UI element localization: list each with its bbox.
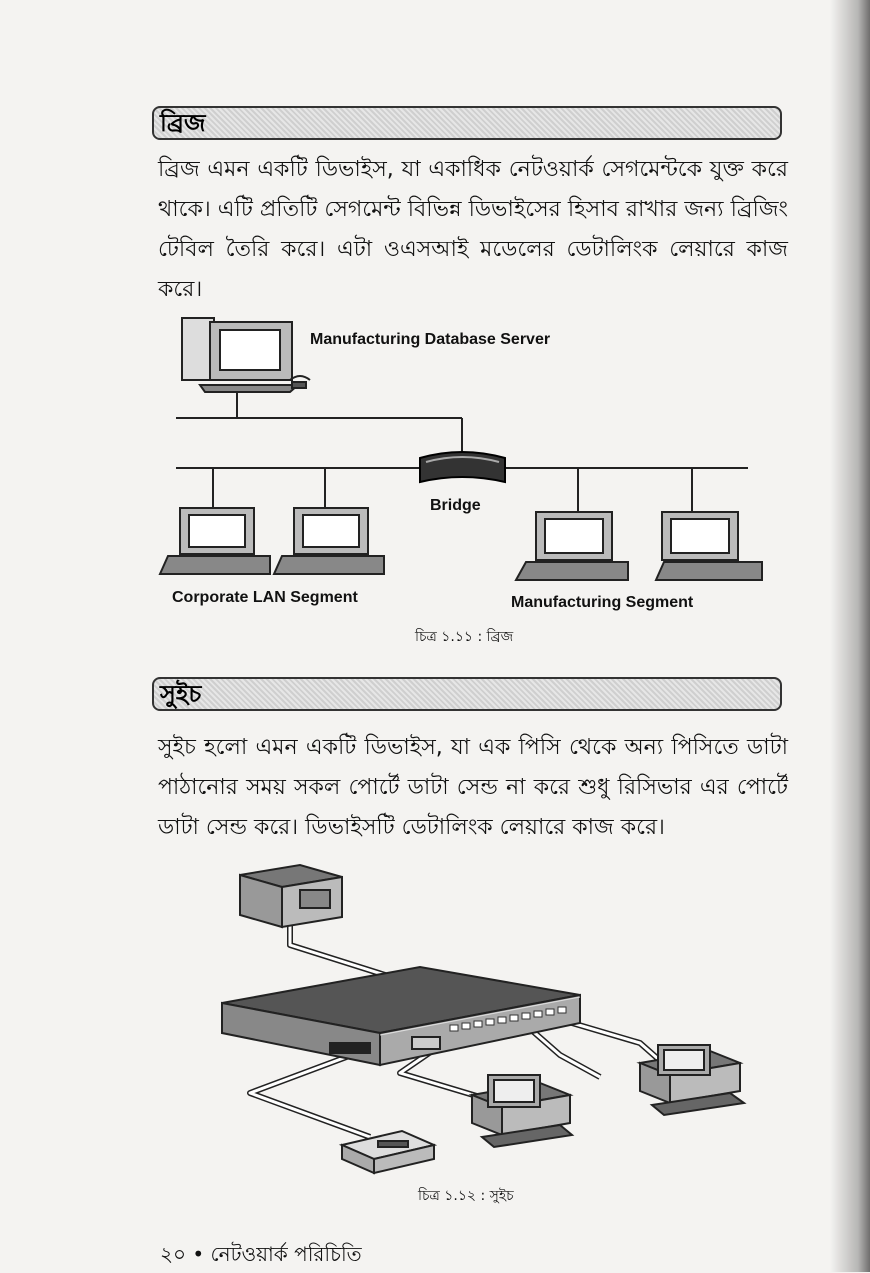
page-number: ২০ xyxy=(160,1242,187,1266)
switch-heading: সুইচ xyxy=(160,680,202,708)
bridge-device-icon xyxy=(420,452,505,482)
manufacturing-pc-1-icon xyxy=(516,512,628,580)
switch-paragraph: সুইচ হলো এমন একটি ডিভাইস, যা এক পিসি থেকে অন্য পিসিতে ডাটা পাঠানোর সময় সকল পোর্টে ডাটা সেন্ড না করে শুধু রিসিভার এর পোর্টে ডাটা সেন্ড করে। ডিভাইসটি ডেটালিংক লেয়ারে কাজ করে। xyxy=(158,735,788,840)
switch-diagram xyxy=(0,855,870,1185)
switch-printer-icon xyxy=(342,1131,434,1173)
server-label: Manufacturing Database Server xyxy=(310,331,551,348)
corporate-pc-1-icon xyxy=(160,508,270,574)
switch-figure-caption: চিত্র ১.১২ : সুইচ xyxy=(418,1188,514,1204)
server-computer-icon xyxy=(182,318,310,392)
corporate-pc-2-icon xyxy=(274,508,384,574)
bridge-figure-caption: চিত্র ১.১১ : ব্রিজ xyxy=(415,629,514,645)
manufacturing-segment-label: Manufacturing Segment xyxy=(511,594,694,611)
footer-separator: • xyxy=(192,1242,205,1266)
book-title: নেটওয়ার্ক পরিচিতি xyxy=(210,1242,362,1266)
corporate-lan-label: Corporate LAN Segment xyxy=(172,589,358,606)
bridge-paragraph: ব্রিজ এমন একটি ডিভাইস, যা একাধিক নেটওয়ার্ক সেগমেন্টকে যুক্ত করে থাকে। এটি প্রতিটি সেগমেন্ট বিভিন্ন ডিভাইসের হিসাব রাখার জন্য ব্রিজিং টেবিল তৈরি করে। এটা ওএসআই মডেলের ডেটালিংক লেয়ারে কাজ করে। xyxy=(158,157,788,302)
switch-pc-center-icon xyxy=(472,1075,572,1147)
server-box-icon xyxy=(240,865,342,927)
bridge-label: Bridge xyxy=(430,497,481,514)
switch-heading-bar xyxy=(152,677,782,711)
bridge-heading: ব্রিজ xyxy=(160,109,206,137)
network-switch-icon xyxy=(222,967,580,1065)
page-footer xyxy=(160,1240,362,1273)
manufacturing-pc-2-icon xyxy=(656,512,762,580)
